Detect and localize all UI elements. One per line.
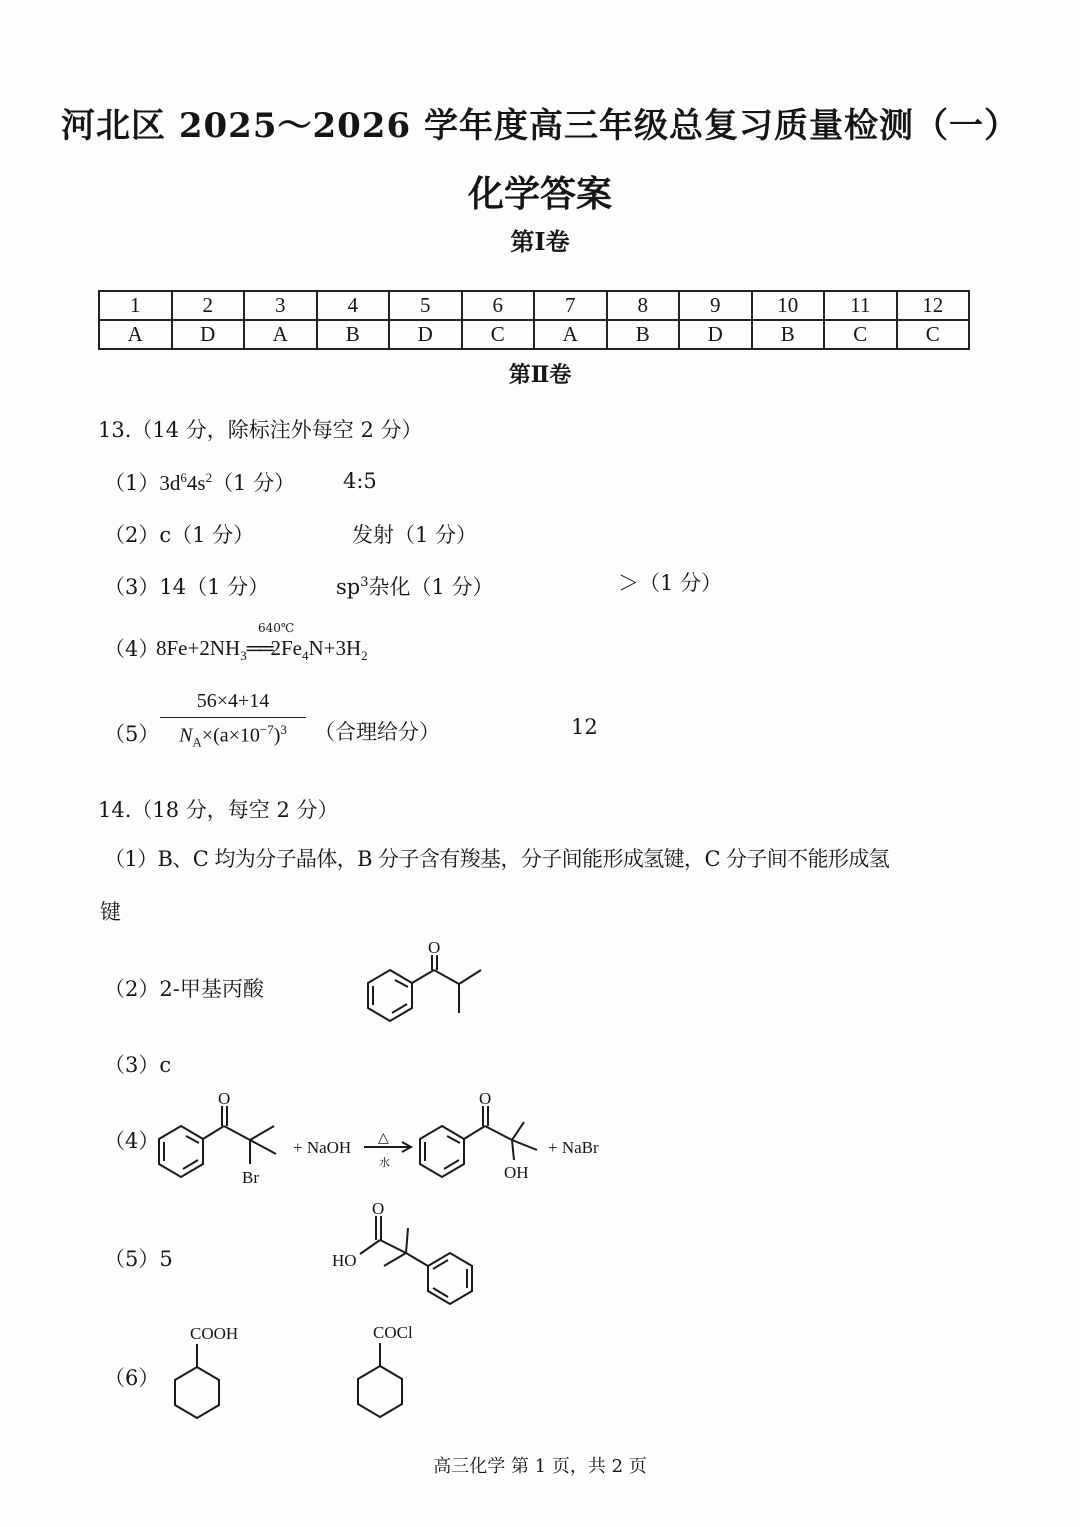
question-number-cell: 3 bbox=[244, 291, 317, 320]
label-br: Br bbox=[242, 1168, 259, 1187]
question-number-cell: 2 bbox=[172, 291, 245, 320]
q13-p1-label: （1） bbox=[104, 471, 160, 495]
structure-phenylpropanoic-acid bbox=[360, 1216, 472, 1304]
answer-cell: C bbox=[824, 320, 897, 349]
label-o-4: O bbox=[372, 1199, 385, 1218]
page-title: 河北区 2025～2026 学年度高三年级总复习质量检测（一） bbox=[61, 106, 1019, 146]
structure-isobutyrophenone bbox=[368, 955, 481, 1021]
structure-bromoketone bbox=[159, 1106, 276, 1177]
q13-p1-note: （1 分） bbox=[212, 471, 296, 495]
den-n: N bbox=[179, 724, 193, 747]
structure-cyclohexanecarbonyl-chloride bbox=[358, 1343, 402, 1417]
fraction-numerator: 56×4+14 bbox=[160, 690, 306, 718]
label-nabr: + NaBr bbox=[548, 1138, 599, 1157]
q14-part6: （6） bbox=[104, 1366, 160, 1390]
answer-cell: D bbox=[389, 320, 462, 349]
den-exp: −7 bbox=[259, 722, 274, 737]
q14-part5: （5）5 bbox=[104, 1247, 173, 1271]
label-ho: HO bbox=[332, 1251, 357, 1270]
answer-cell: C bbox=[462, 320, 535, 349]
eq-rhs2: N+3H bbox=[308, 636, 362, 660]
eq-rhs2-sub: 2 bbox=[361, 648, 368, 664]
question-number-cell: 10 bbox=[752, 291, 825, 320]
answer-cell: B bbox=[752, 320, 825, 349]
answer-cell: A bbox=[244, 320, 317, 349]
q13-p5-note: （合理给分） bbox=[314, 720, 440, 744]
page-footer: 高三化学 第 1 页，共 2 页 bbox=[433, 1456, 647, 1477]
question-number-cell: 12 bbox=[897, 291, 970, 320]
question-number-cell: 7 bbox=[534, 291, 607, 320]
den-close: ) bbox=[273, 724, 281, 747]
question-number-cell: 5 bbox=[389, 291, 462, 320]
answer-cell: A bbox=[99, 320, 172, 349]
den-a: A bbox=[192, 734, 202, 750]
den-pow: 3 bbox=[280, 722, 287, 737]
question-number-cell: 4 bbox=[317, 291, 390, 320]
label-o-2: O bbox=[218, 1089, 231, 1108]
eq-lhs: 8Fe+2NH bbox=[156, 636, 241, 660]
q13-p4-label: （4） bbox=[104, 637, 160, 661]
q14-part2: （2）2-甲基丙酸 bbox=[104, 977, 264, 1001]
answer-cell: D bbox=[172, 320, 245, 349]
answer-cell: D bbox=[679, 320, 752, 349]
q14-part4: （4） bbox=[104, 1129, 160, 1153]
q13-header: 13.（14 分，除标注外每空 2 分） bbox=[98, 418, 423, 442]
q14-part1-line2: 键 bbox=[100, 900, 121, 924]
answer-cell: A bbox=[534, 320, 607, 349]
config-4s: 4s bbox=[186, 471, 206, 495]
den-mid: ×(a×10 bbox=[201, 724, 260, 747]
section-2-title: 第Ⅱ卷 bbox=[508, 362, 572, 388]
question-number-cell: 9 bbox=[679, 291, 752, 320]
label-cooh: COOH bbox=[190, 1324, 239, 1343]
page-subtitle: 化学答案 bbox=[467, 173, 612, 215]
sp-text: sp bbox=[336, 575, 361, 599]
label-o-1: O bbox=[428, 938, 441, 957]
config-exp-2: 2 bbox=[205, 470, 213, 485]
eq-sign: ══ bbox=[246, 636, 271, 660]
question-number-cell: 1 bbox=[99, 291, 172, 320]
q14-part3: （3）c bbox=[104, 1053, 172, 1077]
q13-p5-label: （5） bbox=[104, 722, 160, 746]
answer-cell: B bbox=[607, 320, 680, 349]
section-1-title: 第Ⅰ卷 bbox=[510, 227, 570, 256]
eq-rhs1: 2Fe bbox=[270, 636, 302, 660]
eq-lhs-sub: 3 bbox=[240, 648, 247, 664]
answer-cell: B bbox=[317, 320, 390, 349]
q13-part3-c: ＞（1 分） bbox=[618, 571, 723, 595]
q13-p1-ratio: 4:5 bbox=[343, 469, 377, 493]
q13-part2-b: 发射（1 分） bbox=[352, 523, 478, 547]
hybrid-text: 杂化（1 分） bbox=[368, 575, 494, 599]
label-oh: OH bbox=[504, 1163, 529, 1182]
eq-rhs1-sub: 4 bbox=[301, 648, 309, 664]
q13-p4-condition: 640℃ bbox=[258, 621, 295, 635]
label-naoh: + NaOH bbox=[293, 1138, 352, 1157]
label-cocl: COCl bbox=[373, 1323, 413, 1342]
question-number-cell: 8 bbox=[607, 291, 680, 320]
label-delta: △ bbox=[378, 1131, 389, 1146]
config-3d: 3d bbox=[159, 471, 181, 495]
q13-part3-a: （3）14（1 分） bbox=[104, 575, 270, 599]
answer-cell: C bbox=[897, 320, 970, 349]
q13-part2-a: （2）c（1 分） bbox=[104, 523, 255, 547]
label-o-3: O bbox=[479, 1089, 492, 1108]
label-water: 水 bbox=[379, 1157, 390, 1169]
q14-header: 14.（18 分，每空 2 分） bbox=[98, 798, 339, 822]
q14-part1-line1: （1）B、C 均为分子晶体，B 分子含有羧基，分子间能形成氢键，C 分子间不能形成氢 bbox=[104, 847, 890, 871]
config-exp-1: 6 bbox=[180, 470, 187, 485]
structure-cyclohexanecarboxylic-acid bbox=[175, 1344, 219, 1418]
q13-p5-value: 12 bbox=[571, 715, 598, 739]
question-number-cell: 11 bbox=[824, 291, 897, 320]
question-number-cell: 6 bbox=[462, 291, 535, 320]
sp-exp: 3 bbox=[360, 575, 369, 590]
